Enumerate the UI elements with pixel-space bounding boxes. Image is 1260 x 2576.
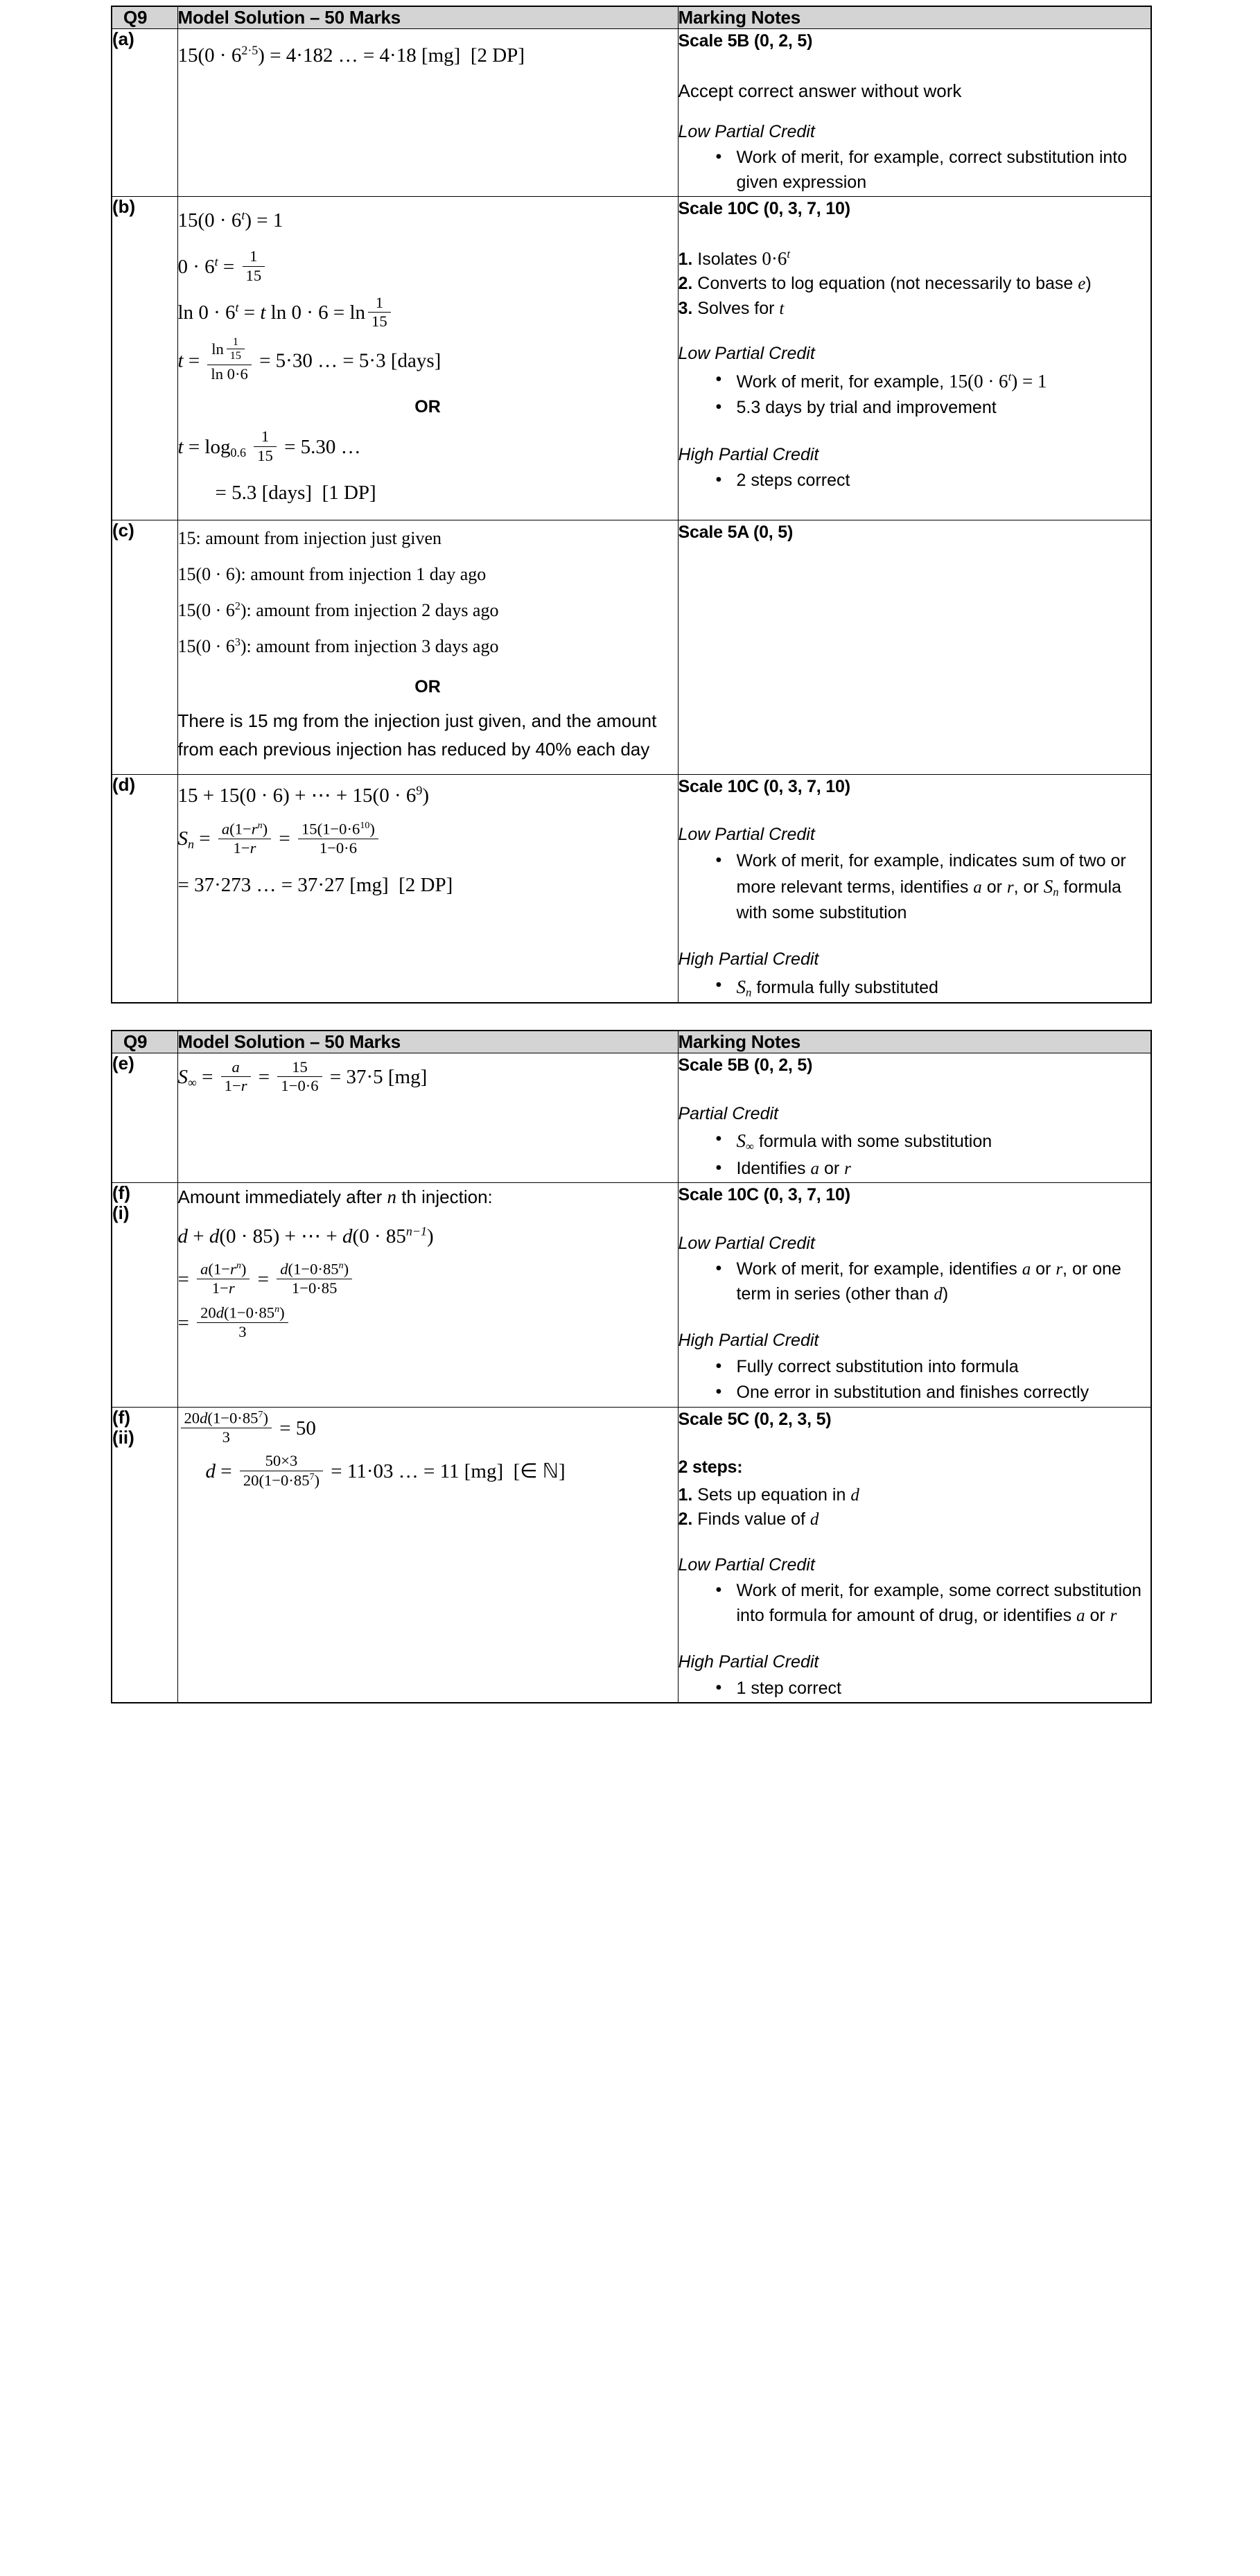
table-row-part-a (112, 29, 1151, 197)
notes-cell-f-i (678, 1183, 1151, 1408)
solution-cell-a (177, 29, 678, 197)
part-label-d: (d) (112, 774, 177, 1003)
high-partial-bullets-b (679, 468, 1151, 493)
header-model-solution: Model Solution – 50 Marks (177, 1031, 678, 1053)
step-b-2: 2. Converts to log equation (not necessarily to base e) (678, 274, 1092, 293)
scale-d: Scale 10C (0, 3, 7, 10) (678, 776, 850, 796)
math-f-ii-line1: $\frac{20d(1-0\cdot 85^7)}{3}$ = 50 (178, 1409, 678, 1448)
list-item: • Work of merit, for example, some correct substitution into formula for amount of drug, or identifies a or r (716, 1579, 1151, 1628)
list-item: • One error in substitution and finishes correctly (716, 1381, 1151, 1405)
low-partial-credit-label-a: Low Partial Credit (678, 121, 815, 141)
scale-f-ii: Scale 5C (0, 2, 3, 5) (678, 1409, 832, 1429)
table-one-wrapper (0, 6, 1260, 1004)
part-label-f-ii (112, 1407, 177, 1703)
math-b-line1: $15(0 \cdot 6^t) = 1$ (177, 208, 283, 231)
math-c-line3: $15(0 \cdot 6^2)$: amount from injection 2 days ago (177, 599, 499, 620)
low-partial-bullets-a (679, 146, 1151, 195)
list-item: • $S_n$ formula fully substituted (716, 974, 1151, 1001)
low-partial-credit-label-f-i: Low Partial Credit (678, 1233, 815, 1253)
table-header-row (112, 6, 1151, 29)
list-item: • Work of merit, for example, identifies a or r, or one term in series (other than d) (716, 1257, 1151, 1306)
header-question: Q9 (112, 6, 177, 29)
part-label-b: (b) (112, 197, 177, 520)
marking-scheme-table-2 (111, 1030, 1152, 1703)
math-c-line1: 15: amount from injection just given (177, 527, 442, 548)
math-b-line3: $\ln 0 \cdot 6^t = t$ ln 0 · 6 = ln $\frac{1}{15}$ (178, 293, 678, 333)
list-item: • $S_\infty$ formula with some substitution (716, 1128, 1151, 1155)
notes-cell-a (678, 29, 1151, 197)
solution-cell-d (177, 774, 678, 1003)
or-divider-b: OR (414, 397, 441, 417)
list-item: • 5.3 days by trial and improvement (716, 396, 1151, 421)
partial-credit-label-e: Partial Credit (678, 1103, 778, 1123)
header-marking-notes: Marking Notes (678, 6, 1151, 29)
math-f-i-line1: d + d(0 · 85) + ⋯ + $d(0 \cdot 85^{n-1})$ (177, 1223, 434, 1247)
list-item: • Fully correct substitution into formula (716, 1355, 1151, 1380)
part-label-ii: (ii) (112, 1426, 134, 1448)
math-d-line2: $S_n$ = $\frac{a(1-r^n)}{1-r}$ = $\frac{15(1-0\cdot 6^{10})}{1-0\cdot 6}$ (178, 819, 678, 859)
list-item: • 1 step correct (716, 1676, 1151, 1701)
part-label-a: (a) (112, 29, 177, 197)
list-item: • 2 steps correct (716, 468, 1151, 493)
part-label-e: (e) (112, 1053, 177, 1183)
notes-cell-e (678, 1053, 1151, 1183)
text-c-alternative: There is 15 mg from the injection just given, and the amount from each previous injection has reduced by 40% each day (177, 710, 657, 760)
or-divider-c: OR (414, 676, 441, 696)
list-item: • Identifies a or r (716, 1157, 1151, 1182)
high-partial-credit-label-b: High Partial Credit (678, 444, 819, 464)
solution-cell-e (177, 1053, 678, 1183)
table-row-part-f-ii (112, 1407, 1151, 1703)
step-b-1: 1. Isolates $0\cdot 6^t$ (678, 247, 791, 269)
scale-e: Scale 5B (0, 2, 5) (678, 1055, 813, 1076)
low-partial-credit-label-b: Low Partial Credit (678, 344, 815, 363)
step-b-3: 3. Solves for t (678, 298, 785, 318)
high-partial-credit-label-f-i: High Partial Credit (678, 1331, 819, 1351)
list-item: • Work of merit, for example, $15(0 \cdot 6^t) = 1$ (716, 368, 1151, 395)
solution-cell-f-ii (177, 1407, 678, 1703)
solution-cell-f-i (177, 1183, 678, 1408)
high-partial-bullets-d (679, 974, 1151, 1001)
scale-c: Scale 5A (0, 5) (678, 522, 794, 542)
part-label-f: (f) (112, 1406, 130, 1428)
solution-cell-c (177, 520, 678, 774)
step-f-ii-1: 1. Sets up equation in d (678, 1484, 859, 1505)
accept-note-a: Accept correct answer without work (678, 80, 962, 101)
part-label-i: (i) (112, 1202, 130, 1224)
low-partial-credit-label-d: Low Partial Credit (678, 825, 815, 845)
math-a-expression: $15(0 \cdot 6^{2\cdot 5}) = 4\cdot 182$ … = 4·18 [mg] [2 DP] (177, 43, 525, 67)
low-partial-credit-label-f-ii: Low Partial Credit (678, 1554, 815, 1575)
math-d-line1: 15 + 15(0 · 6) + ⋯ + $15(0 \cdot 6^9)$ (177, 783, 430, 807)
table-row-part-d (112, 774, 1151, 1003)
high-partial-bullets-f-ii (679, 1676, 1151, 1701)
part-label-f: (f) (112, 1182, 130, 1204)
math-b-or-line1: $t = \log_{0.6}$ $\frac{1}{15}$ = 5.30 … (177, 428, 361, 464)
header-question: Q9 (112, 1031, 177, 1053)
high-partial-credit-label-f-ii: High Partial Credit (678, 1652, 819, 1672)
math-f-i-line3: = $\frac{20d(1-0\cdot 85^n)}{3}$ (178, 1304, 678, 1343)
table-header-row (112, 1031, 1151, 1053)
part-label-c: (c) (112, 520, 177, 774)
partial-bullets-e (679, 1128, 1151, 1181)
low-partial-bullets-f-ii (679, 1579, 1151, 1628)
marking-scheme-table-1 (111, 6, 1152, 1004)
math-b-line2: $0 \cdot 6^t$ = $\frac{1}{15}$ (178, 247, 678, 287)
list-item: • Work of merit, for example, indicates sum of two or more relevant terms, identifies a or r, or $S_n$ formula with some substitution (716, 849, 1151, 925)
low-partial-bullets-b (679, 368, 1151, 421)
high-partial-bullets-f-i (679, 1355, 1151, 1405)
table-gap (0, 1004, 1260, 1030)
two-steps-label: 2 steps: (678, 1457, 743, 1478)
header-marking-notes: Marking Notes (678, 1031, 1151, 1053)
part-label-f-i (112, 1183, 177, 1408)
table-two-wrapper (0, 1030, 1260, 1703)
notes-cell-c (678, 520, 1151, 774)
scale-b: Scale 10C (0, 3, 7, 10) (678, 199, 850, 218)
header-model-solution: Model Solution – 50 Marks (177, 6, 678, 29)
text-f-i-intro: Amount immediately after n th injection: (177, 1186, 493, 1208)
math-d-line3: = 37·273 … = 37·27 [mg] [2 DP] (177, 873, 453, 896)
step-f-ii-2: 2. Finds value of d (678, 1509, 819, 1530)
low-partial-bullets-f-i (679, 1257, 1151, 1306)
math-e-line1: $S_\infty$ = $\frac{a}{1-r}$ = $\frac{15}{1-0\cdot 6}$ = 37·5 [mg] (177, 1058, 428, 1095)
scale-f-i: Scale 10C (0, 3, 7, 10) (678, 1185, 850, 1205)
notes-cell-d (678, 774, 1151, 1003)
high-partial-credit-label-d: High Partial Credit (678, 949, 819, 970)
math-c-line2: 15(0 · 6): amount from injection 1 day ago (177, 563, 487, 584)
notes-cell-b (678, 197, 1151, 520)
math-f-i-line2: = $\frac{a(1-r^n)}{1-r}$ = $\frac{d(1-0\cdot 85^n)}{1-0\cdot 85}$ (178, 1260, 678, 1299)
table-row-part-b (112, 197, 1151, 520)
table-row-part-c (112, 520, 1151, 774)
table-row-part-f-i (112, 1183, 1151, 1408)
list-item: • Work of merit, for example, correct substitution into given expression (716, 146, 1151, 195)
scale-a: Scale 5B (0, 2, 5) (678, 31, 813, 51)
solution-cell-b (177, 197, 678, 520)
table-row-part-e (112, 1053, 1151, 1183)
low-partial-bullets-d (679, 849, 1151, 925)
notes-cell-f-ii (678, 1407, 1151, 1703)
math-b-or-line2: = 5.3 [days] [1 DP] (215, 482, 376, 505)
math-c-line4: $15(0 \cdot 6^3)$: amount from injection 3 days ago (177, 636, 499, 656)
math-f-ii-line2: d = $\frac{50\times 3}{20(1-0\cdot 85^7)}$ = 11·03 … = 11 [mg] [∈ ℕ] (205, 1452, 566, 1489)
math-b-line4: t = ln $\frac{1}{15}$ ln 0·6 = 5·30 … = 5·3 [days] (177, 335, 441, 383)
